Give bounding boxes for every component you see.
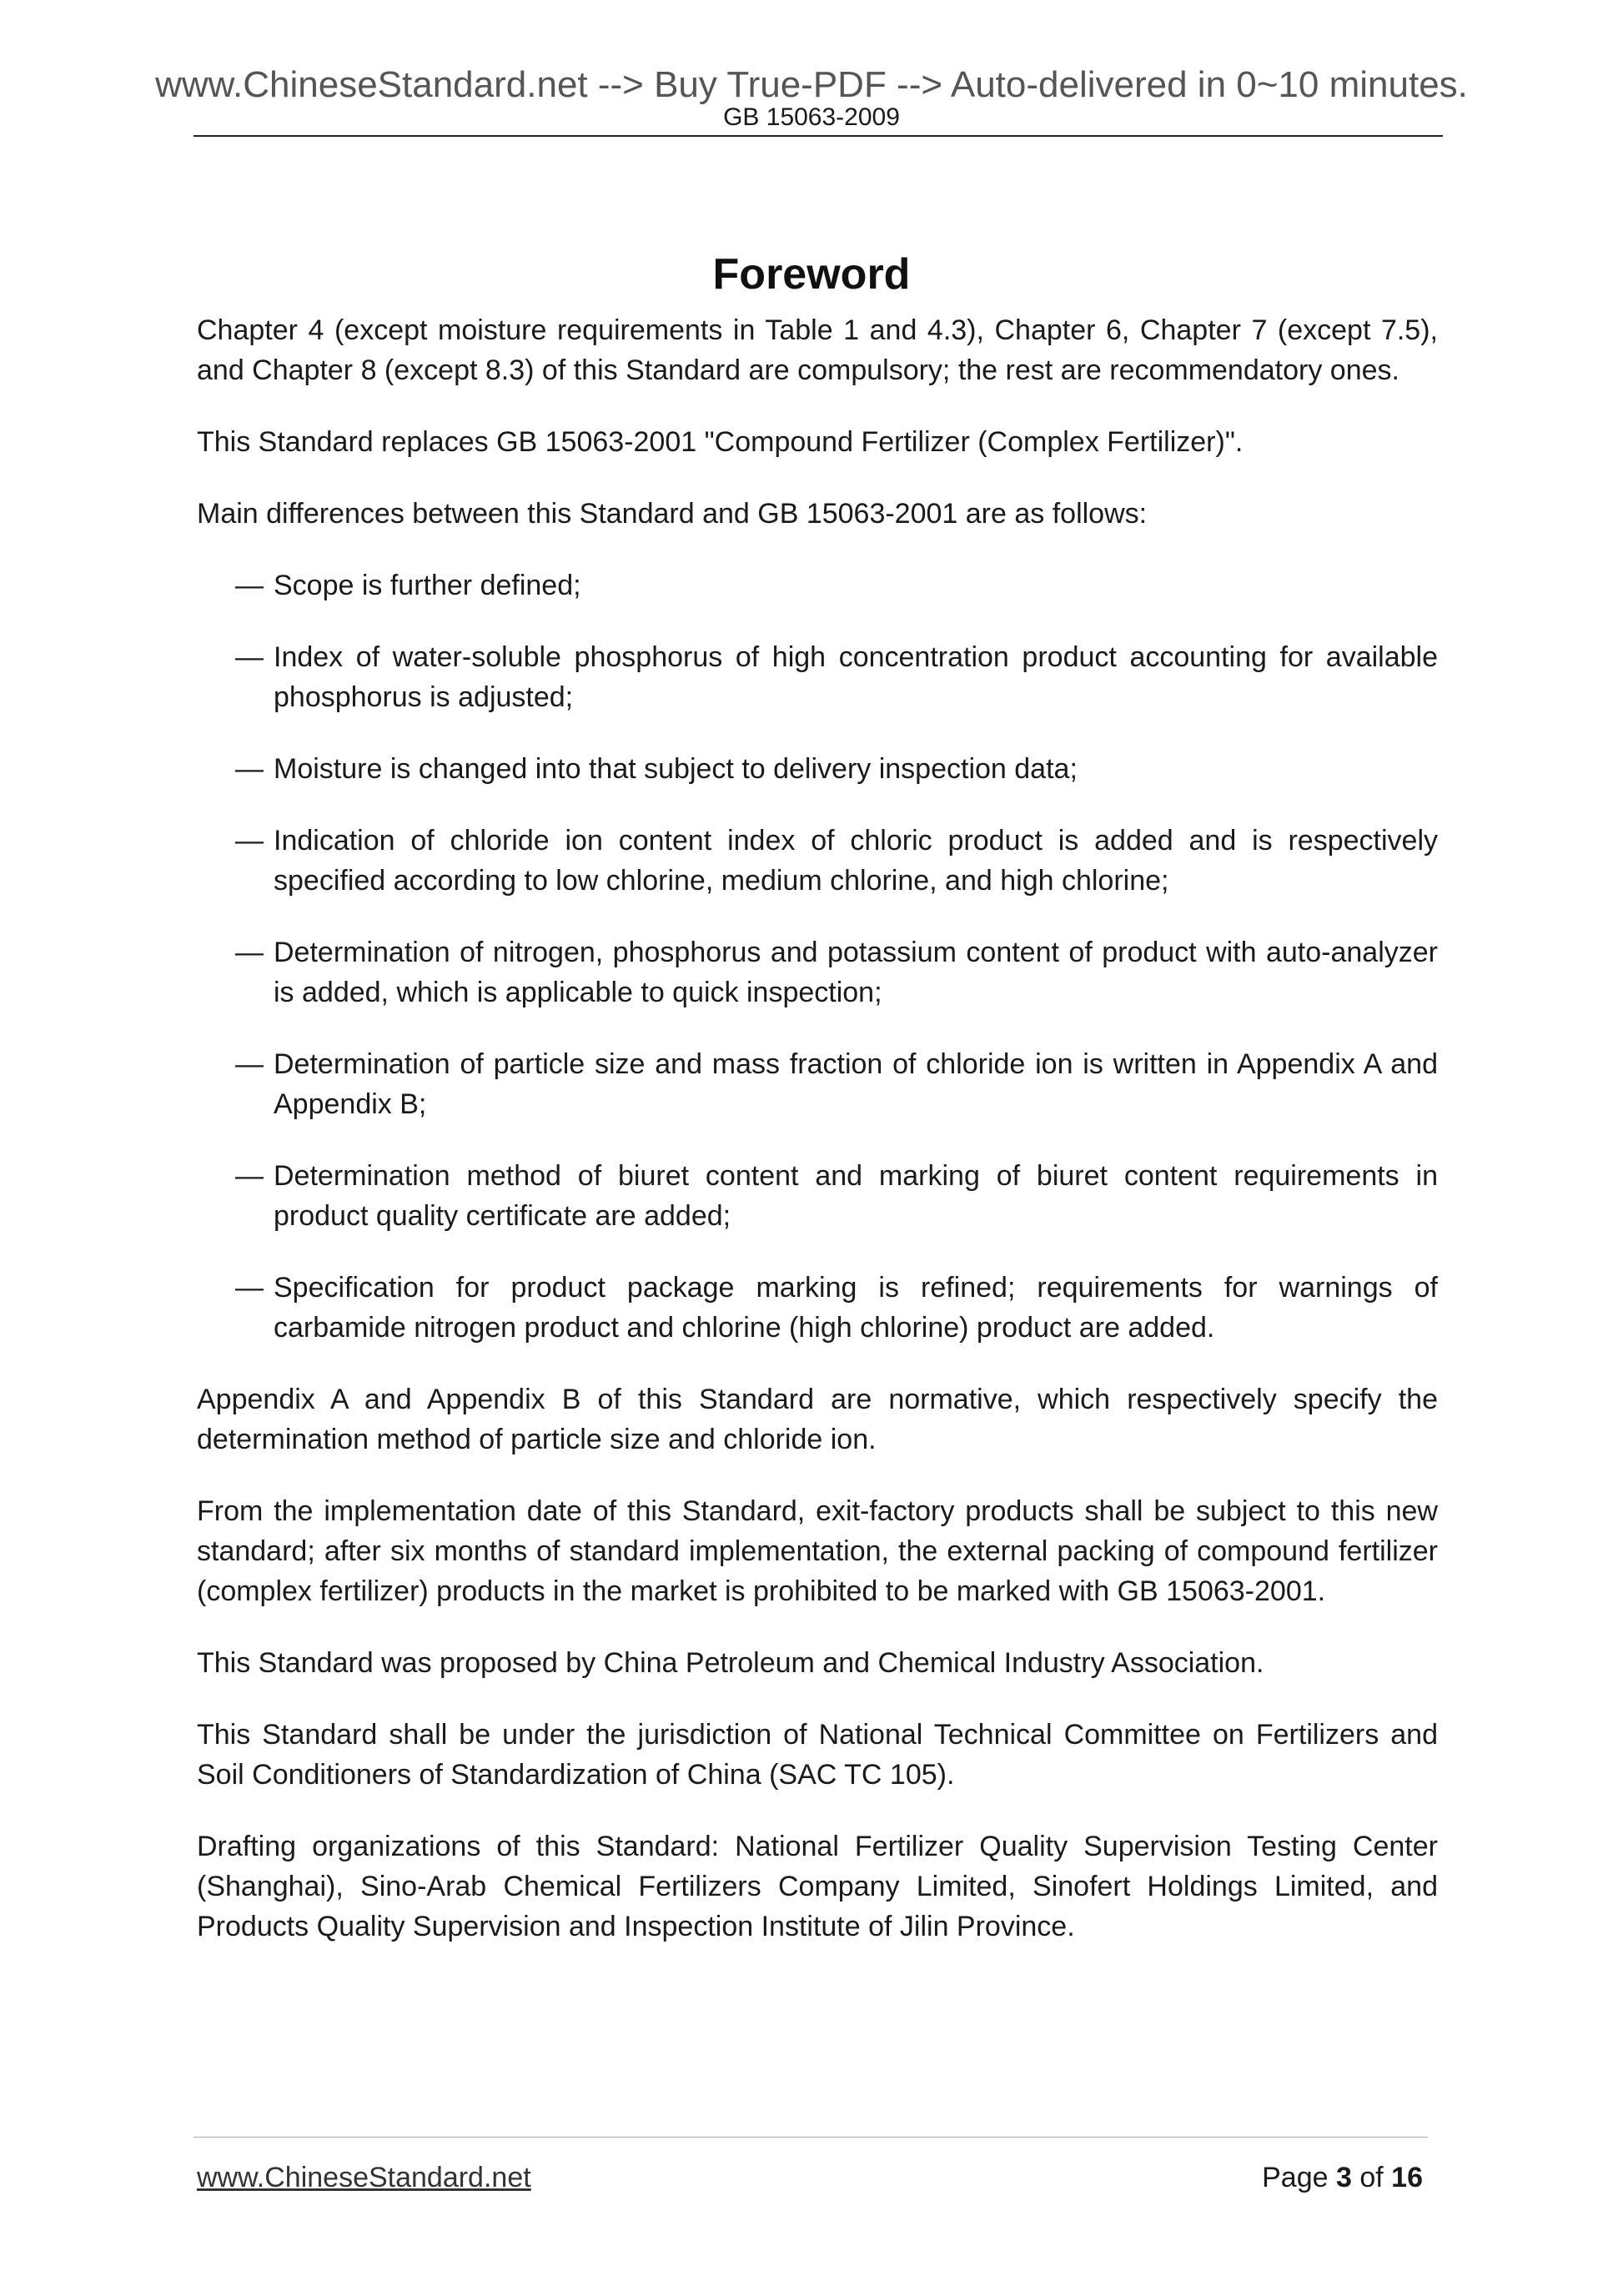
list-item-text: Determination of particle size and mass fraction of chloride ion is written in Appendix A and Appendix B;	[274, 1048, 1438, 1120]
dash-marker: —	[235, 753, 264, 785]
list-item	[197, 637, 1438, 717]
footer-divider	[193, 2137, 1428, 2138]
dash-marker: —	[235, 1272, 264, 1304]
paragraph-implementation: From the implementation date of this Standard, exit-factory products shall be subject to this new standard; after six months of standard implementation, the external packing of compound fertilizer (complex fertilizer) products in the market is prohibited to be marked with GB 15063-2001.	[197, 1495, 1438, 1607]
dash-marker: —	[235, 825, 264, 857]
paragraph-replaces: This Standard replaces GB 15063-2001 "Compound Fertilizer (Complex Fertilizer)".	[197, 426, 1244, 458]
list-item-text: Specification for product package marking is refined; requirements for warnings of carbamide nitrogen product and chlorine (high chlorine) product are added.	[274, 1272, 1438, 1344]
list-item-text: Determination of nitrogen, phosphorus and potassium content of product with auto-analyzer is added, which is applicable to quick inspection;	[274, 937, 1438, 1008]
list-item-text: Scope is further defined;	[274, 570, 581, 601]
list-item	[197, 1268, 1438, 1348]
list-item-text: Indication of chloride ion content index of chloric product is added and is respectively specified according to low chlorine, medium chlorine, and high chlorine;	[274, 825, 1438, 897]
page-of: of	[1359, 2162, 1384, 2193]
paragraph-proposed-by: This Standard was proposed by China Petroleum and Chemical Industry Association.	[197, 1647, 1264, 1679]
paragraph-appendices: Appendix A and Appendix B of this Standard are normative, which respectively specify the determination method of particle size and chloride ion.	[197, 1384, 1438, 1455]
page-number	[1262, 2163, 1423, 2192]
list-item-text: Index of water-soluble phosphorus of high concentration product accounting for available phosphorus is adjusted;	[274, 641, 1438, 713]
list-item	[197, 565, 1438, 605]
dash-marker: —	[235, 937, 264, 968]
dash-marker: —	[235, 1048, 264, 1080]
list-item	[197, 749, 1438, 789]
page-total: 16	[1391, 2162, 1423, 2193]
document-body	[197, 310, 1438, 1978]
dash-marker: —	[235, 570, 264, 601]
list-item-text: Determination method of biuret content and marking of biuret content requirements in product quality certificate are added;	[274, 1160, 1438, 1232]
header-banner: www.ChineseStandard.net --> Buy True-PDF --> Auto-delivered in 0~10 minutes.	[155, 64, 1468, 105]
paragraph-drafting-organizations: Drafting organizations of this Standard: National Fertilizer Quality Supervision Testing Center (Shanghai), Sino-Arab Chemical Fertilizers Company Limited, Sinofert Holdings Limited, and Products Quality Supervision and Inspection Institute of Jilin Province.	[197, 1831, 1438, 1942]
list-item	[197, 1044, 1438, 1124]
list-item	[197, 821, 1438, 901]
list-item-text: Moisture is changed into that subject to delivery inspection data;	[274, 753, 1078, 785]
page-title: Foreword	[712, 249, 911, 299]
paragraph-compulsory: Chapter 4 (except moisture requirements in Table 1 and 4.3), Chapter 6, Chapter 7 (except 7.5), and Chapter 8 (except 8.3) of this Standard are compulsory; the rest are recommendatory ones.	[197, 314, 1438, 386]
page-prefix: Page	[1262, 2162, 1329, 2193]
footer-website-link[interactable]: www.ChineseStandard.net	[197, 2162, 531, 2193]
dash-marker: —	[235, 1160, 264, 1192]
list-item	[197, 1156, 1438, 1236]
differences-list	[197, 565, 1438, 1348]
list-item	[197, 932, 1438, 1012]
standard-code: GB 15063-2009	[723, 103, 900, 131]
page-current: 3	[1335, 2162, 1352, 2193]
paragraph-differences-intro: Main differences between this Standard and GB 15063-2001 are as follows:	[197, 498, 1148, 530]
paragraph-jurisdiction: This Standard shall be under the jurisdiction of National Technical Committee on Fertilizers and Soil Conditioners of Standardization of China (SAC TC 105).	[197, 1719, 1438, 1791]
dash-marker: —	[235, 641, 264, 673]
header-divider	[193, 135, 1443, 137]
